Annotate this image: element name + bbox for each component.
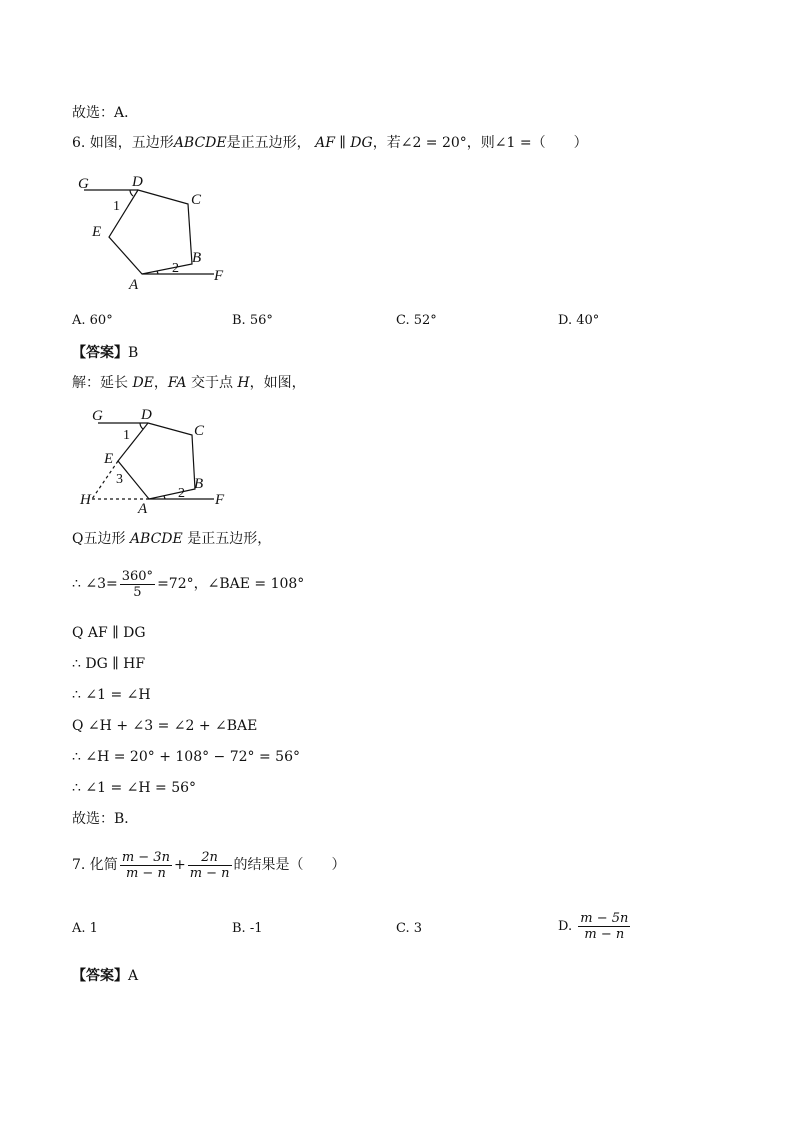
label-angle-3-2: 3 xyxy=(116,472,123,487)
label-a: A xyxy=(129,277,139,293)
pentagon-abcde xyxy=(109,190,192,274)
step-3: Q AF ∥ DG xyxy=(72,625,146,641)
answer-6: 【答案】B xyxy=(72,345,139,361)
angle-1-arc-2 xyxy=(140,423,143,429)
label-h-2: H xyxy=(80,492,91,508)
step-6: Q ∠H + ∠3 = ∠2 + ∠BAE xyxy=(72,718,258,734)
label-angle-1-2: 1 xyxy=(123,428,130,443)
option-a: A. 60° xyxy=(72,313,113,328)
label-g-2: G xyxy=(92,408,103,424)
pentagon-figure-2 xyxy=(72,402,242,520)
option-d: D. 40° xyxy=(558,313,600,328)
question-6-text: 6. 如图，五边形ABCDE是正五边形， AF ∥ DG，若∠2 = 20°，则∠1 =（ ） xyxy=(72,135,588,151)
step-1: Q五边形 ABCDE 是正五边形， xyxy=(72,531,272,547)
label-e: E xyxy=(92,224,102,240)
step-4: ∴ DG ∥ HF xyxy=(72,656,146,672)
answer-7: 【答案】A xyxy=(72,968,139,984)
label-d: D xyxy=(132,174,143,190)
label-g: G xyxy=(78,176,89,192)
step-8: ∴ ∠1 = ∠H = 56° xyxy=(72,780,197,796)
label-c-2: C xyxy=(194,423,205,439)
fraction-2: $\frac{2n}{m - n}$ xyxy=(189,849,230,881)
label-angle-2: 2 xyxy=(172,261,179,276)
step-2: ∴ ∠3= $\frac{360^\circ}{5}$ =72°，∠BAE = 108° xyxy=(72,568,305,600)
solution-intro: 解：延长 DE，FA 交于点 H，如图， xyxy=(72,375,306,391)
pentagon-figure-1 xyxy=(72,168,242,298)
label-angle-1: 1 xyxy=(113,199,120,214)
q7-option-a: A. 1 xyxy=(72,921,98,936)
q7-option-c: C. 3 xyxy=(396,921,423,936)
label-angle-2-2: 2 xyxy=(178,486,185,501)
option-c: C. 52° xyxy=(396,313,437,328)
final-answer-line: 故选：B． xyxy=(72,811,139,827)
label-b-2: B xyxy=(194,476,204,492)
step-5: ∴ ∠1 = ∠H xyxy=(72,687,151,703)
label-c: C xyxy=(191,192,202,208)
step-7: ∴ ∠H = 20° + 108° − 72° = 56° xyxy=(72,749,300,765)
q7-option-b: B. -1 xyxy=(232,921,263,936)
label-e-2: E xyxy=(104,451,114,467)
label-a-2: A xyxy=(138,501,148,517)
q7-option-d: D. $\frac{m - 5n}{m - n}$ xyxy=(558,911,629,942)
label-d-2: D xyxy=(141,407,152,423)
label-f-2: F xyxy=(215,492,225,508)
fraction-1: $\frac{m - 3n}{m - n}$ xyxy=(121,849,170,881)
angle-1-arc xyxy=(130,190,133,196)
previous-answer-line: 故选：A． xyxy=(72,105,139,121)
label-f: F xyxy=(214,268,224,284)
option-d-fraction: $\frac{m - 5n}{m - n}$ xyxy=(580,911,629,942)
option-b: B. 56° xyxy=(232,313,273,328)
label-b: B xyxy=(192,250,202,266)
fraction-360-over-5: $\frac{360^\circ}{5}$ xyxy=(121,568,154,600)
question-7-text: 7. 化简 $\frac{m - 3n}{m - n}$ + $\frac{2n}{m - n}$ 的结果是（ ） xyxy=(72,849,346,881)
